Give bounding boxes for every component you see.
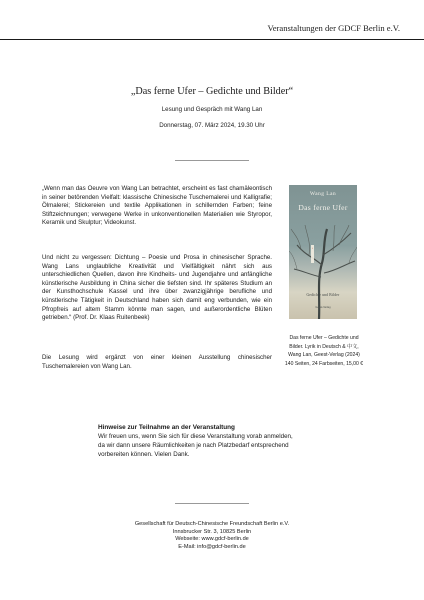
footer-address: Innsbrucker Str. 3, 10825 Berlin — [172, 528, 252, 535]
book-cover-publisher: Geest-Verlag — [315, 306, 331, 309]
book-cover-title: Das ferne Ufer — [298, 203, 348, 212]
hints-line: vorbereiten können. Vielen Dank. — [98, 450, 190, 458]
footer-website: Webseite: www.gdcf-berlin.de — [175, 536, 249, 543]
body-paragraph-3: Die Lesung wird ergänzt von einer kleinen Ausstellung chinesischer Tuschemalereien von Wang Lan. — [42, 354, 272, 370]
hints-line: da wir dann unsere Räumlichkeiten je nach Platzbedarf entsprechend — [98, 441, 289, 449]
hints-title: Hinweise zur Teilnahme an der Veranstaltung — [98, 424, 235, 431]
book-caption-line: Bilder. Lyrik in Deutsch & 中文, — [289, 343, 359, 350]
header-organization: Veranstaltungen der GDCF Berlin e.V. — [267, 23, 400, 33]
svg-text:•: • — [311, 247, 314, 250]
body-paragraph-2: Und nicht zu vergessen: Dichtung – Poesie und Prosa in chinesischer Sprache. Wang Lans unglaubliche Kreativität und Vielfältigkeit nährt sich aus unterschiedlichen Quellen, davon ihre Kindheits- und Jugendjahre und anfängliche künstlerische Ausbildung in China sicher die tiefsten sind. Ihr späteres Studium an der Kunsthochschule Kassel und ihre über zwanzigjährige berufliche und künstlerische Tätigkeit in Deutschland haben sich damit eng verbunden, wie ein Pfropfreis auf altem Stamm könnte man sagen, und außerordentliche Blüten getrieben.“ (Prof. Dr. Klaas Ruitenbeek) — [42, 254, 272, 322]
footer-contact — [0, 521, 424, 551]
book-cover-subtitle: Gedichte und Bilder — [306, 293, 340, 297]
book-caption — [278, 334, 370, 368]
footer-org-name: Gesellschaft für Deutsch-Chinesische Freundschaft Berlin e.V. — [134, 521, 290, 527]
divider-top — [175, 160, 249, 161]
event-subtitle: Lesung und Gespräch mit Wang Lan — [161, 106, 263, 113]
book-cover-author: Wang Lan — [309, 191, 337, 197]
event-date: Donnerstag, 07. März 2024, 19.30 Uhr — [159, 122, 265, 129]
hints-text — [98, 433, 330, 459]
header-rule — [0, 39, 424, 40]
book-cover-tree-illustration — [289, 225, 357, 319]
event-title: „Das ferne Ufer – Gedichte und Bilder“ — [130, 86, 294, 97]
divider-bottom — [175, 503, 249, 504]
book-caption-line: 140 Seiten, 24 Farbseiten, 15,00 € — [284, 360, 364, 367]
book-cover-image — [289, 185, 357, 319]
hints-line: Wir freuen uns, wenn Sie sich für diese Veranstaltung vorab anmelden, — [98, 433, 293, 440]
body-paragraph-1: „Wenn man das Oeuvre von Wang Lan betrachtet, erscheint es fast chamäleontisch in seiner betörenden Vielfalt: klassische Chinesische Tuschemalerei und Kalligrafie; Ölmalerei; Stickereien und textile Applikationen in schillernden Farben; feine Stiftzeichnungen; verwegene Werke in unkonventionellen Materialien wie Styropor, Keramik und Skulptur; Videokunst. — [42, 185, 272, 227]
book-caption-line: Wang Lan, Geest-Verlag (2024) — [288, 352, 360, 359]
footer-email: E-Mail: info@gdcf-berlin.de — [178, 543, 246, 550]
book-caption-line: Das ferne Ufer – Gedichte und — [289, 335, 359, 341]
